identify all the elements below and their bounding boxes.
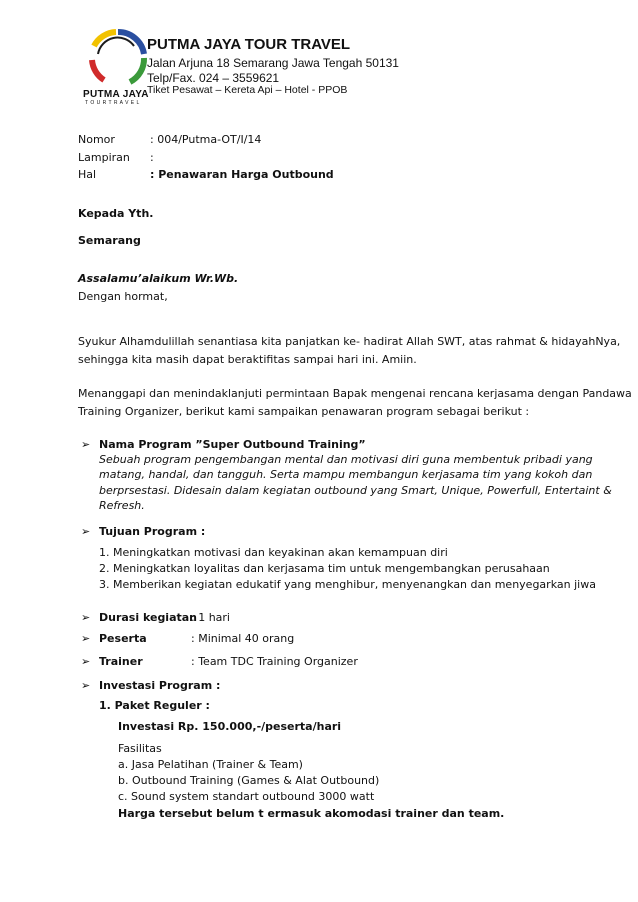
- peserta-label: Peserta: [99, 632, 147, 645]
- company-address: Jalan Arjuna 18 Semarang Jawa Tengah 50131: [147, 56, 399, 70]
- program-desc-line-1: Sebuah program pengembangan mental dan motivasi diri guna membentuk pribadi yang: [99, 453, 593, 466]
- tujuan-item: 3. Memberikan kegiatan edukatif yang menghibur, menyenangkan dan menyegarkan jiwa: [99, 578, 596, 591]
- bullet-arrow-icon: ➢: [81, 656, 91, 668]
- paragraph-2-line-2: Training Organizer, berikut kami sampaikan penawaran program sebagai berikut :: [78, 405, 530, 418]
- recipient-line1: Kepada Yth.: [78, 207, 154, 220]
- greeting-hormat: Dengan hormat,: [78, 290, 168, 303]
- fasilitas-item: c. Sound system standart outbound 3000 watt: [118, 790, 375, 803]
- tujuan-title: Tujuan Program :: [99, 525, 206, 538]
- program-desc-line-4: Refresh.: [99, 499, 145, 512]
- paket-note: Harga tersebut belum t ermasuk akomodasi trainer dan team.: [118, 807, 505, 820]
- company-services: Tiket Pesawat – Kereta Api – Hotel - PPOB: [147, 84, 348, 96]
- tujuan-item: 1. Meningkatkan motivasi dan keyakinan akan kemampuan diri: [99, 546, 448, 559]
- paket-price: Investasi Rp. 150.000,-/peserta/hari: [118, 720, 342, 733]
- paket-title: 1. Paket Reguler :: [99, 699, 210, 712]
- logo-text: PUTMA JAYA: [83, 89, 149, 100]
- company-name: PUTMA JAYA TOUR TRAVEL: [147, 36, 351, 53]
- paragraph-1-line-1: Syukur Alhamdulillah senantiasa kita panjatkan ke- hadirat Allah SWT, atas rahmat & hidayahNya,: [78, 335, 621, 348]
- fasilitas-item: b. Outbound Training (Games & Alat Outbound): [118, 774, 380, 787]
- tujuan-item: 2. Meningkatkan loyalitas dan kerjasama tim untuk mengembangkan perusahaan: [99, 562, 550, 575]
- durasi-label: Durasi kegiatan: [99, 611, 198, 624]
- nomor-label: Nomor: [78, 133, 115, 146]
- bullet-arrow-icon: ➢: [81, 680, 91, 692]
- lampiran-value: :: [150, 151, 154, 164]
- paragraph-2-line-1: Menanggapi dan menindaklanjuti permintaan Bapak mengenai rencana kerjasama dengan Pandawa: [78, 387, 632, 400]
- lampiran-label: Lampiran: [78, 151, 130, 164]
- hal-value: : Penawaran Harga Outbound: [150, 168, 334, 181]
- trainer-label: Trainer: [99, 655, 143, 668]
- bullet-arrow-icon: ➢: [81, 439, 91, 451]
- nomor-value: : 004/Putma-OT/I/14: [150, 133, 262, 146]
- bullet-arrow-icon: ➢: [81, 633, 91, 645]
- program-desc-line-3: berprsestasi. Didesain dalam kegiatan outbound yang Smart, Unique, Powerfull, Entertaint &: [99, 484, 612, 497]
- durasi-value: : 1 hari: [191, 611, 230, 624]
- bullet-arrow-icon: ➢: [81, 612, 91, 624]
- trainer-value: : Team TDC Training Organizer: [191, 655, 358, 668]
- bullet-arrow-icon: ➢: [81, 526, 91, 538]
- recipient-line2: Semarang: [78, 234, 141, 247]
- program-desc-line-2: matang, handal, dan tangguh. Serta mampu membangun kerjasama tim yang kokoh dan: [99, 468, 593, 481]
- investasi-label: Investasi Program :: [99, 679, 221, 692]
- fasilitas-item: a. Jasa Pelatihan (Trainer & Team): [118, 758, 303, 771]
- hal-label: Hal: [78, 168, 97, 181]
- program-title: Nama Program ”Super Outbound Training”: [99, 438, 366, 451]
- greeting-salam: Assalamu’alaikum Wr.Wb.: [78, 272, 239, 285]
- fasilitas-label: Fasilitas: [118, 742, 162, 755]
- peserta-value: : Minimal 40 orang: [191, 632, 295, 645]
- paragraph-1-line-2: sehingga kita masih dapat beraktifitas sampai hari ini. Amiin.: [78, 353, 417, 366]
- logo-subtext: T O U R T R A V E L: [85, 100, 140, 106]
- company-phone: Telp/Fax. 024 – 3559621: [147, 71, 280, 85]
